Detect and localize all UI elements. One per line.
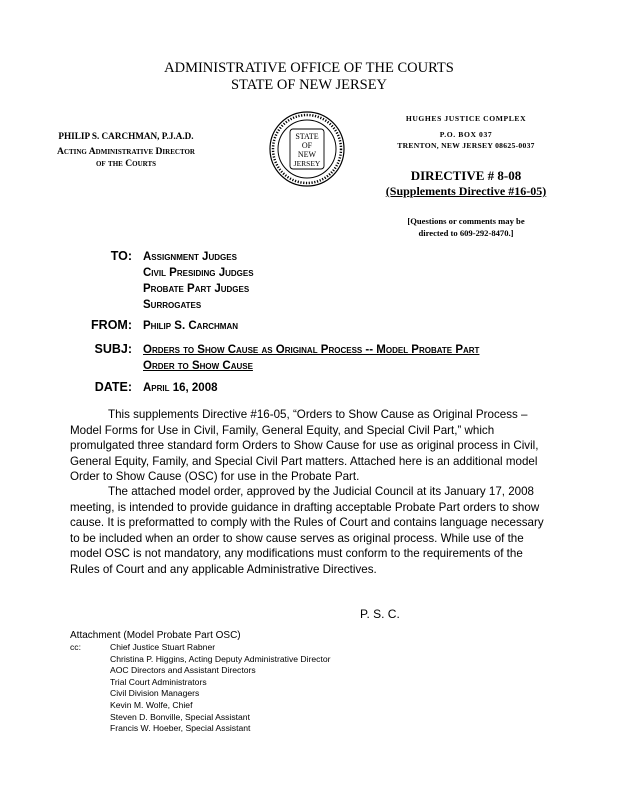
seal-text-2: OF (301, 141, 313, 150)
director-title-line1: Acting Administrative Director (57, 146, 195, 157)
seal-text-4: JERSEY (293, 159, 321, 168)
attachment-note: Attachment (Model Probate Part OSC) (70, 630, 241, 641)
cc-list (110, 642, 331, 735)
director-title-line2: of the Courts (95, 158, 157, 169)
cc-item: Kevin M. Wolfe, Chief (110, 699, 193, 710)
director-name: PHILIP S. CARCHMAN, P.J.A.D. (58, 131, 194, 141)
to-label: TO: (110, 249, 132, 263)
to-recipient-1: Assignment Judges (143, 251, 237, 263)
state-title: STATE OF NEW JERSEY (230, 77, 388, 93)
to-recipient-2: Civil Presiding Judges (143, 267, 254, 279)
address-line3: TRENTON, NEW JERSEY 08625-0037 (397, 141, 535, 150)
from-value: Philip S. Carchman (143, 320, 239, 332)
body-paragraph-1: This supplements Directive #16-05, “Orders to Show Cause as Original Process – Model Forms for Use in Civil, Family, General Equity, and Special Civil Part,” which promulgated three standard form Orders to Show Cause for use as original process in Civil, General Equity, Family, and Special Civil Part matters. Attached here is an additional model Order to Show Cause (OSC) for use in the Probate Part. (70, 408, 539, 484)
subj-label: SUBJ: (94, 342, 132, 356)
questions-line1: [Questions or comments may be (407, 216, 525, 226)
to-recipient-3: Probate Part Judges (143, 283, 250, 295)
cc-item: Trial Court Administrators (110, 676, 207, 687)
date-label: DATE: (94, 380, 132, 394)
signature-initials: P. S. C. (360, 607, 400, 621)
state-seal-icon (268, 110, 346, 188)
cc-item: Christina P. Higgins, Acting Deputy Administrative Director (110, 653, 331, 664)
from-label: FROM: (91, 318, 132, 332)
subj-line1: Orders to Show Cause as Original Process -- Model Probate Part (143, 344, 480, 356)
cc-item: Civil Division Managers (110, 688, 200, 699)
cc-item: Steven D. Bonville, Special Assistant (110, 711, 250, 722)
directive-number: DIRECTIVE # 8-08 (410, 168, 522, 183)
seal-text-1: STATE (295, 132, 319, 141)
directive-supplements: (Supplements Directive #16-05) (385, 184, 547, 198)
subj-line2: Order to Show Cause (143, 360, 253, 372)
seal-text-3: NEW (297, 150, 317, 159)
date-value: April 16, 2008 (143, 382, 218, 394)
body-paragraph-2: The attached model order, approved by the Judicial Council at its January 17, 2008 meeting, is intended to provide guidance in drafting acceptable Probate Part orders to show cause. It is preformatted to comply with the Rules of Court and contains language necessary to be included when an order to show cause serves as original process. While use of the model OSC is not mandatory, any modifications must conform to the requirements of the Rules of Court and any applicable Administrative Directives. (70, 485, 544, 576)
cc-item: AOC Directors and Assistant Directors (110, 665, 256, 676)
office-title: ADMINISTRATIVE OFFICE OF THE COURTS (164, 60, 454, 76)
address-line1: HUGHES JUSTICE COMPLEX (405, 114, 527, 123)
cc-item: Chief Justice Stuart Rabner (110, 642, 216, 652)
cc-label: cc: (70, 642, 81, 652)
cc-item: Francis W. Hoeber, Special Assistant (110, 723, 251, 734)
address-line2: P.O. BOX 037 (439, 130, 493, 139)
questions-line2: directed to 609-292-8470.] (418, 228, 514, 238)
to-recipient-4: Surrogates (143, 299, 202, 311)
